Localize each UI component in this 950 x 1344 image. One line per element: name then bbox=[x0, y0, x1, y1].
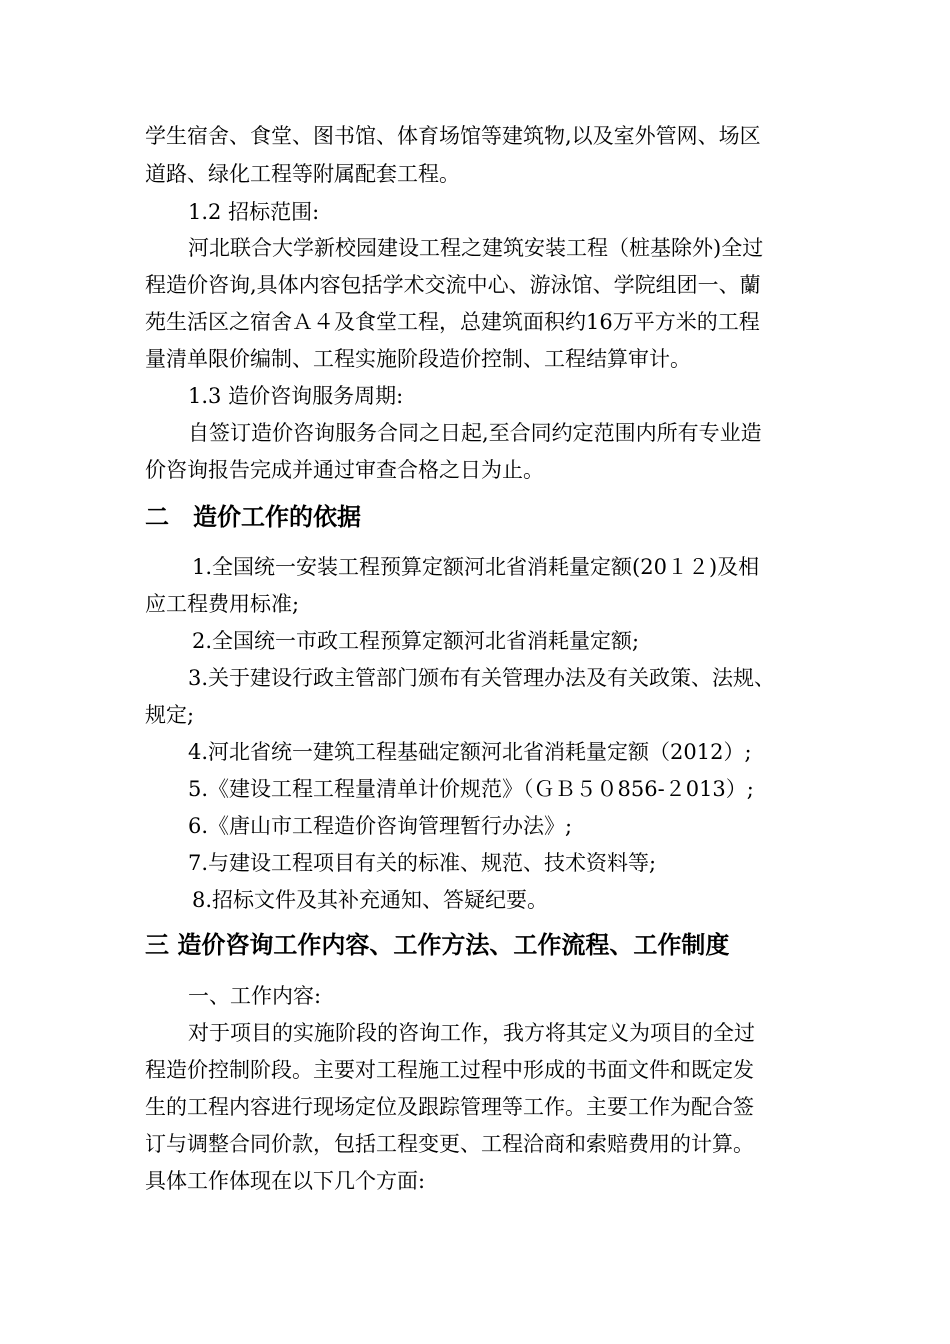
subheading-1-3: 1.3 造价咨询服务周期: bbox=[188, 384, 404, 408]
basis-item-3-line-2: 规定; bbox=[145, 703, 195, 727]
bid-scope-line-1: 河北联合大学新校园建设工程之建筑安装工程（桩基除外)全过 bbox=[188, 236, 764, 260]
basis-item-2: 2.全国统一市政工程预算定额河北省消耗量定额; bbox=[192, 629, 640, 653]
basis-item-1-line-1: 1.全国统一安装工程预算定额河北省消耗量定额(20１２)及相 bbox=[192, 555, 760, 579]
work-para-line-2: 程造价控制阶段。主要对工程施工过程中形成的书面文件和既定发 bbox=[145, 1058, 754, 1082]
basis-item-3-line-1: 3.关于建设行政主管部门颁布有关管理办法及有关政策、法规、 bbox=[188, 666, 776, 690]
bid-scope-line-4: 量清单限价编制、工程实施阶段造价控制、工程结算审计。 bbox=[145, 347, 691, 371]
period-line-1: 自签订造价咨询服务合同之日起,至合同约定范围内所有专业造 bbox=[188, 421, 762, 445]
work-para-line-5: 具体工作体现在以下几个方面: bbox=[145, 1169, 426, 1193]
section-2-heading: 二 造价工作的依据 bbox=[145, 503, 361, 531]
scope-line-1: 学生宿舍、食堂、图书馆、体育场馆等建筑物,以及室外管网、场区 bbox=[145, 124, 761, 148]
basis-item-7: 7.与建设工程项目有关的标准、规范、技术资料等; bbox=[188, 851, 657, 875]
basis-item-8: 8.招标文件及其补充通知、答疑纪要。 bbox=[192, 888, 549, 912]
work-para-line-4: 订与调整合同价款，包括工程变更、工程洽商和索赔费用的计算。 bbox=[145, 1132, 754, 1156]
basis-item-6: 6.《唐山市工程造价咨询管理暂行办法》; bbox=[188, 814, 573, 838]
scope-line-2: 道路、绿化工程等附属配套工程。 bbox=[145, 162, 460, 186]
work-para-line-3: 生的工程内容进行现场定位及跟踪管理等工作。主要工作为配合签 bbox=[145, 1095, 754, 1119]
subheading-work-content: 一、工作内容: bbox=[188, 984, 322, 1008]
work-para-line-1: 对于项目的实施阶段的咨询工作，我方将其定义为项目的全过 bbox=[188, 1021, 755, 1045]
section-3-heading: 三 造价咨询工作内容、工作方法、工作流程、工作制度 bbox=[145, 931, 730, 959]
basis-item-4: 4.河北省统一建筑工程基础定额河北省消耗量定额（2012）; bbox=[188, 740, 752, 764]
subheading-1-2: 1.2 招标范围: bbox=[188, 200, 320, 224]
period-line-2: 价咨询报告完成并通过审查合格之日为止。 bbox=[145, 458, 544, 482]
bid-scope-line-2: 程造价咨询,具体内容包括学术交流中心、游泳馆、学院组团一、蘭 bbox=[145, 273, 761, 297]
bid-scope-line-3: 苑生活区之宿舍Ａ４及食堂工程，总建筑面积约16万平方米的工程 bbox=[145, 310, 760, 334]
basis-item-1-line-2: 应工程费用标准; bbox=[145, 592, 300, 616]
basis-item-5: 5.《建设工程工程量清单计价规范》（ＧＢ５０856-２013）; bbox=[188, 777, 754, 801]
